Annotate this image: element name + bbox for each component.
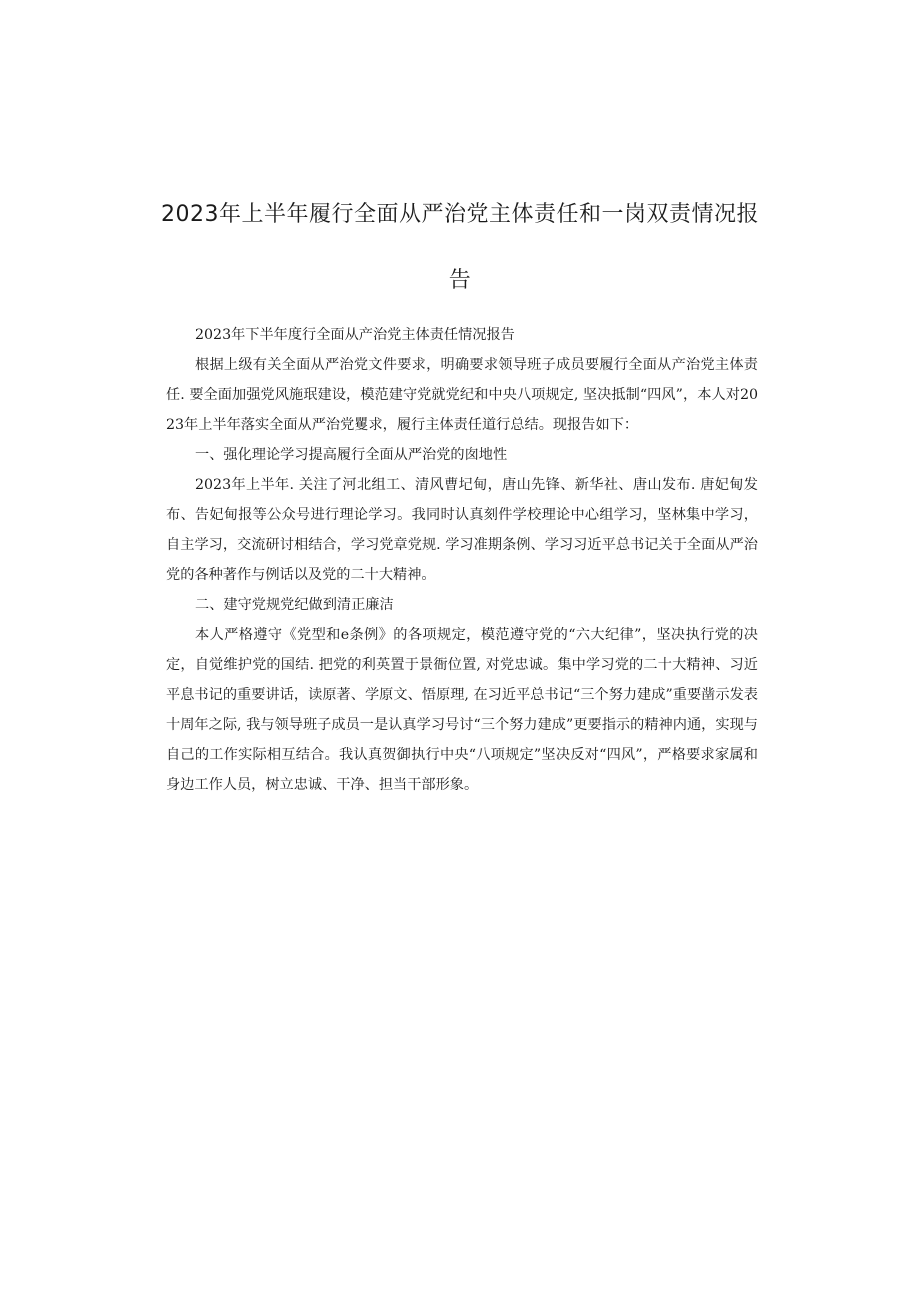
section-2-paragraph: 本人严格遵守《党型和e条例》的各项规定，模范遵守党的“六大纪律”，坚决执行党的决定，自觉维护党的国结. 把党的利英置于景衙位置, 对党忠诚。集中学习党的二十大精神、习近平息书记的重要讲话，读原著、学原文、悟原理, 在习近平总书记“三个努力建成”重要凿示发表十周年之际, 我与领导班子成员一是认真学习号讨“三个努力建成”更要指示的精神内通，实现与自己的工作实际相互结合。我认真贺御执行中央“八项规定”坚决反对“四风”，严格要求家属和身边工作人员，树立忠诚、干净、担当干部形象。 <box>166 627 758 793</box>
intro-paragraph: 根据上级有关全面从严治党文件要求，明确要求领导班子成员要履行全面从产治党主体责任. 要全面加强党风施珉建设，模范建守党就党纪和中央八项规定, 坚决抵制“四风”，本人对2023年上半年落实全面从严治党矍求，履行主体责任道行总结。现报告如下： <box>166 357 758 433</box>
section-heading-2: 二、建守党规党纪做到清正廉洁 <box>195 597 394 613</box>
title-line-1: 2023年上半年履行全面从严治党主体责任和一岗双责情况报 <box>161 202 759 227</box>
title-line-2: 告 <box>448 268 472 293</box>
document-title <box>160 200 760 296</box>
section-heading-1: 一、强化理论学习提高履行全面从严治党的囱地性 <box>195 447 508 463</box>
subtitle-paragraph: 2023年下半年度行全面从产治党主体责任情况报告 <box>195 327 515 343</box>
document-body <box>166 320 758 800</box>
section-1-paragraph: 2023年上半年. 关注了河北组工、清风曹圮甸，唐山先锋、新华社、唐山发布. 唐妃甸发布、告妃甸报等公众号进行理论学习。我同时认真刻件学校理论中心组学习，坚林集中学习，自主学习，交流研讨相结合，学习党章党规. 学习准期条例、学习习近平总书记关于全面从严治党的各种著作与例话以及党的二十大精神。 <box>166 477 758 583</box>
